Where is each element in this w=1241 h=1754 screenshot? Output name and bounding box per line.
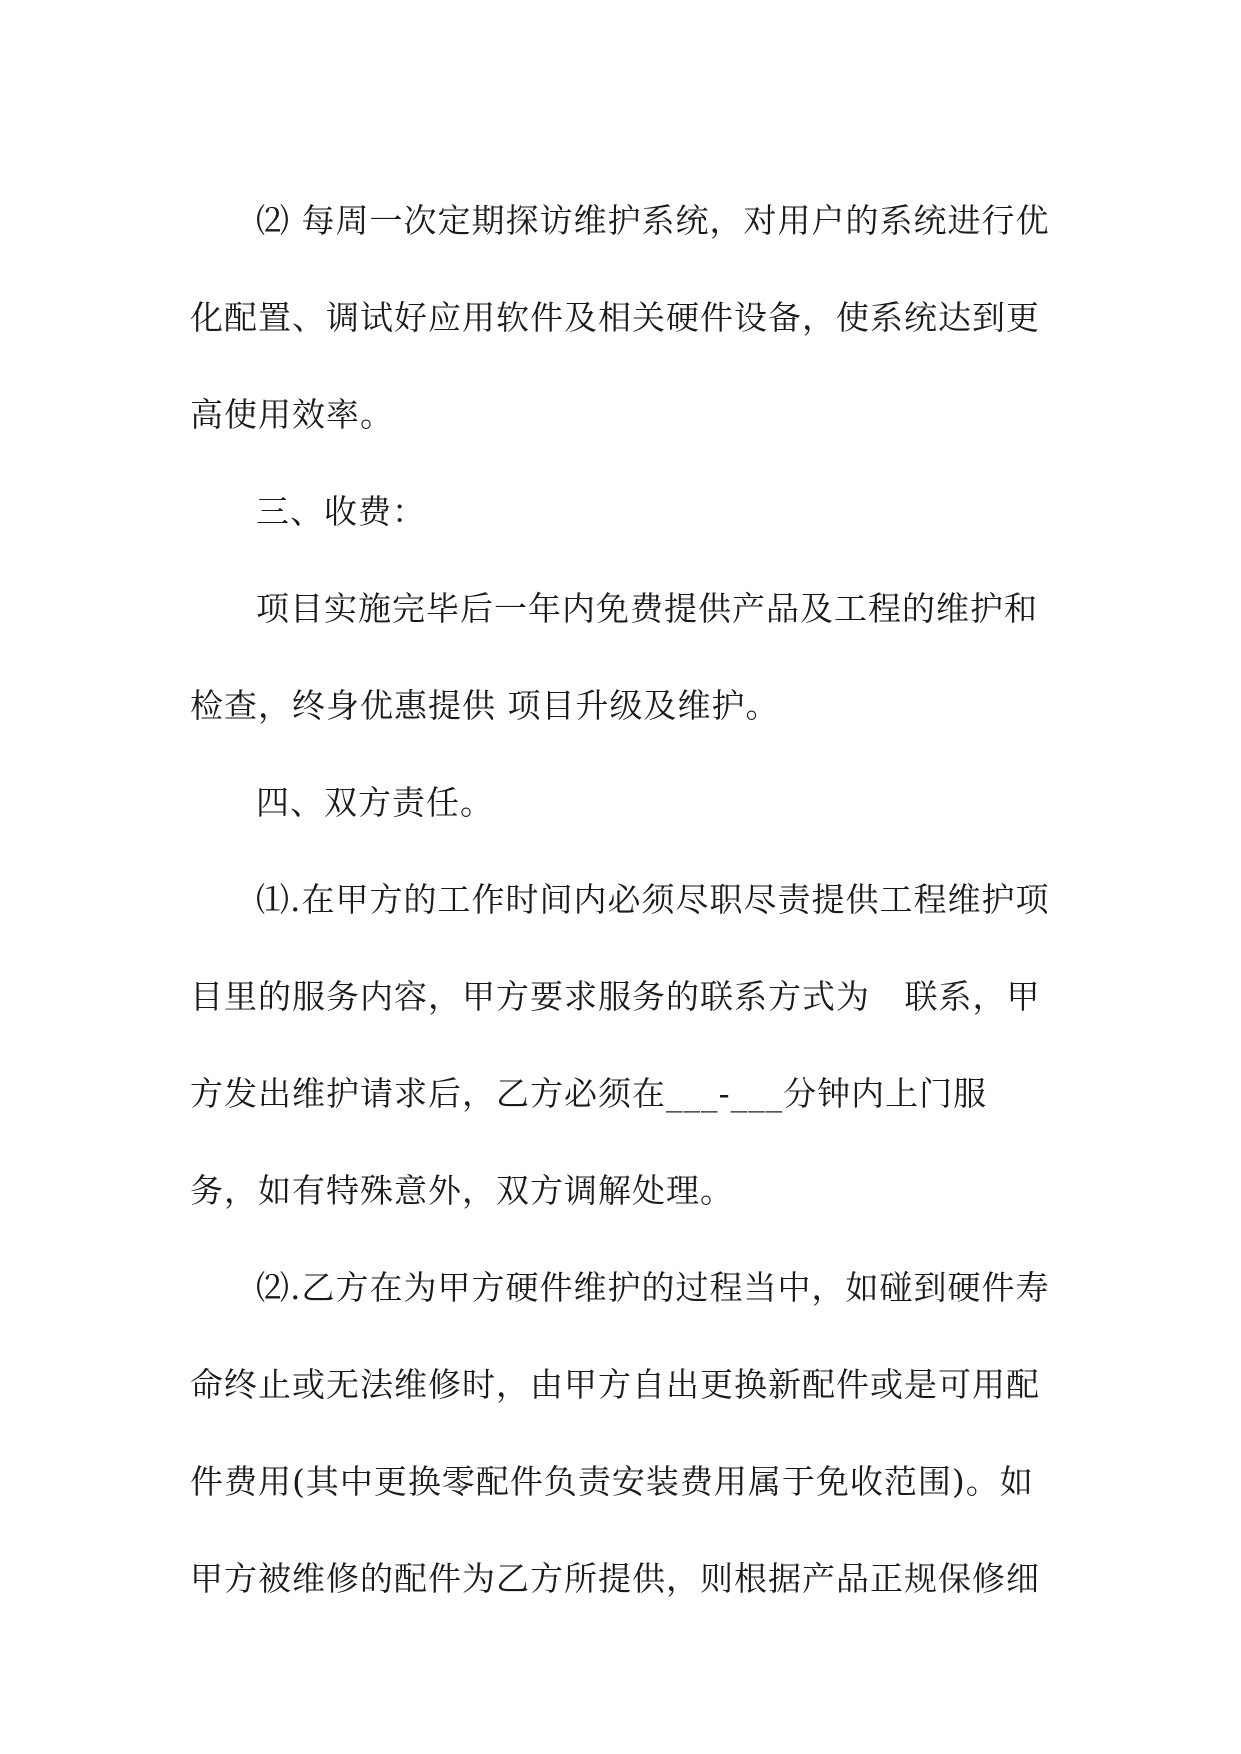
section-heading-fees: 三、收费： bbox=[256, 492, 426, 531]
paragraph-responsibility-1: ⑴.在甲方的工作时间内必须尽职尽责提供工程维护项目里的服务内容，甲方要求服务的联系方式为 联系，甲方发出维护请求后，乙方必须在___-___分钟内上门服务，如有特殊意外，双方调解处理。 bbox=[190, 880, 1050, 1210]
paragraph-responsibility-2: ⑵.乙方在为甲方硬件维护的过程当中，如碰到硬件寿命终止或无法维修时，由甲方自出更换新配件或是可用配件费用(其中更换零配件负责安装费用属于免收范围)。如甲方被维修的配件为乙方所提供，则根据产品正规保修细 bbox=[190, 1268, 1050, 1598]
section-heading-responsibilities: 四、双方责任。 bbox=[256, 783, 494, 822]
paragraph-fees: 项目实施完毕后一年内免费提供产品及工程的维护和检查，终身优惠提供 项目升级及维护。 bbox=[190, 589, 1038, 725]
paragraph-maintenance-visit: ⑵ 每周一次定期探访维护系统，对用户的系统进行优化配置、调试好应用软件及相关硬件设备，使系统达到更高使用效率。 bbox=[190, 201, 1050, 434]
document-body bbox=[190, 172, 1050, 1627]
